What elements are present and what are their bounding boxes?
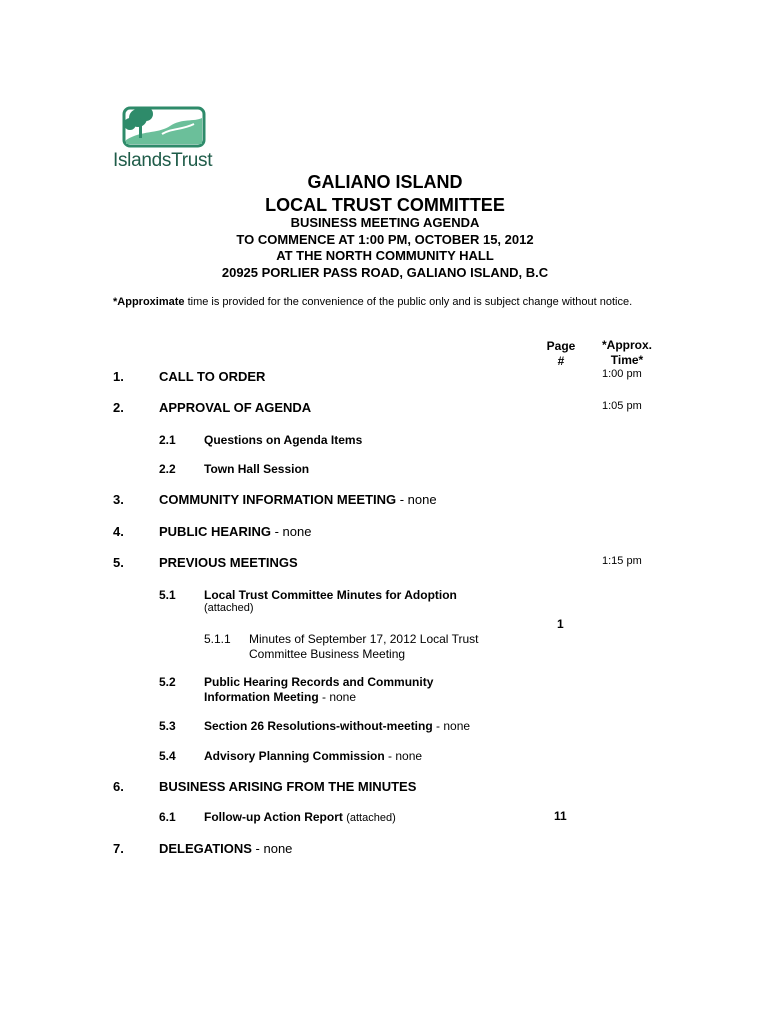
item-title: CALL TO ORDER — [159, 369, 266, 384]
attachment-note: (attached) — [204, 602, 254, 614]
subitem-title: Town Hall Session — [204, 462, 310, 476]
item-number: 3. — [113, 492, 124, 507]
item-number: 4. — [113, 524, 124, 539]
subitem-number: 5.2 — [159, 675, 176, 689]
item-title: COMMUNITY INFORMATION MEETING - none — [159, 492, 437, 507]
item-number: 5. — [113, 555, 124, 570]
subitem-number: 2.1 — [159, 433, 176, 447]
item-time: 1:00 pm — [602, 368, 642, 380]
page-column-header: Page # — [546, 339, 576, 368]
subitem-title: Follow-up Action Report (attached) — [204, 810, 396, 824]
subitem-title-line2: Information Meeting - none — [204, 690, 357, 704]
subitem-title: Local Trust Committee Minutes for Adoption — [204, 588, 457, 602]
time-column-header: *Approx. Time* — [601, 338, 652, 367]
item-number: 6. — [113, 779, 124, 794]
heading-time: TO COMMENCE AT 1:00 PM, OCTOBER 15, 2012 — [236, 232, 534, 247]
subitem-number: 5.4 — [159, 749, 176, 763]
heading-address: 20925 PORLIER PASS ROAD, GALIANO ISLAND, B.C — [221, 265, 549, 280]
subsubitem-title-line1: Minutes of September 17, 2012 Local Trust — [249, 632, 479, 646]
item-number: 2. — [113, 400, 124, 415]
subitem-number: 5.3 — [159, 719, 176, 733]
heading-agenda: BUSINESS MEETING AGENDA — [290, 215, 480, 230]
item-time: 1:05 pm — [602, 400, 642, 412]
item-title: APPROVAL OF AGENDA — [159, 400, 312, 415]
item-time: 1:15 pm — [602, 555, 642, 567]
item-number: 7. — [113, 841, 124, 856]
heading-location: AT THE NORTH COMMUNITY HALL — [276, 248, 494, 263]
subsubitem-title-line2: Committee Business Meeting — [249, 647, 406, 661]
subitem-title: Questions on Agenda Items — [204, 433, 363, 447]
subitem-title-line1: Public Hearing Records and Community — [204, 675, 434, 689]
item-title: DELEGATIONS - none — [159, 841, 293, 856]
subitem-title: Advisory Planning Commission - none — [204, 749, 423, 763]
subitem-number: 6.1 — [159, 810, 176, 824]
approximate-time-note: *Approximate time is provided for the convenience of the public only and is subject change without notice. — [113, 296, 633, 308]
subsubitem-number: 5.1.1 — [204, 632, 231, 646]
subitem-title: Section 26 Resolutions-without-meeting - none — [204, 719, 471, 733]
heading-committee: LOCAL TRUST COMMITTEE — [265, 195, 505, 215]
logo-wordmark: IslandsTrust — [113, 150, 213, 171]
item-number: 1. — [113, 369, 124, 384]
item-title: PREVIOUS MEETINGS — [159, 555, 298, 570]
item-title: PUBLIC HEARING - none — [159, 524, 312, 539]
page-number: 11 — [554, 809, 567, 823]
page-number: 1 — [557, 617, 564, 631]
item-title: BUSINESS ARISING FROM THE MINUTES — [159, 779, 417, 794]
heading-island: GALIANO ISLAND — [307, 172, 463, 192]
subitem-number: 5.1 — [159, 588, 176, 602]
subitem-number: 2.2 — [159, 462, 176, 476]
